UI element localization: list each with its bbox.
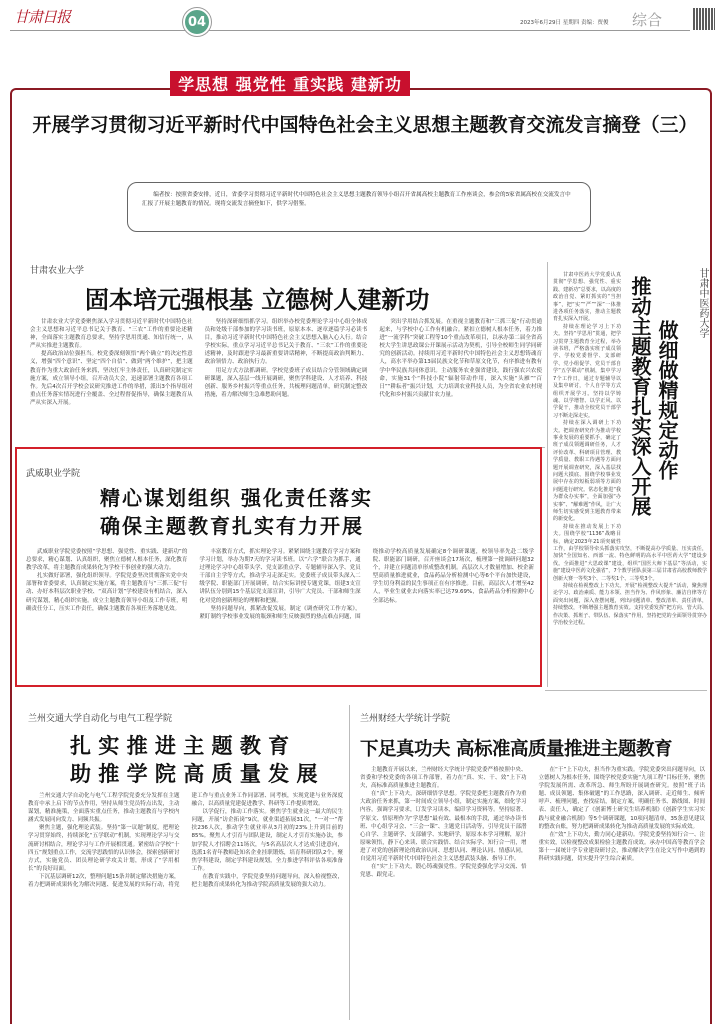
paragraph: 持续在检视整改上下功夫。开展“检视整改大提升”活动，聚焦理论学习、政治素质、能力本领、担当作为、作风形象、廉洁自律等方面突出问题，深入查摆问题，列出问题清单、整改清单、责任清单，持续整改，不断增强主题教育实效。支持党委发挥“把方向、管大局、作决策、抓班子、带队伍、保落实”作用，坚持把党的全面领导贯穿办学治校全过程。 bbox=[553, 583, 707, 627]
page-title: 开展学习贯彻习近平新时代中国特色社会主义思想主题教育交流发言摘登（三） bbox=[32, 114, 698, 136]
article-headline: 扎 实 推 进 主 题 教 育 bbox=[70, 733, 290, 758]
paragraph: 在“实”上下功夫，锻心铸魂强党性。学院党委强化学习交流、悟党恩、跟党走。 bbox=[360, 864, 527, 879]
headline-spacer bbox=[621, 272, 707, 544]
paragraph: 突出学用结合抓发展。在重视主题教育和“三抓三促”行动贯通起来，与学校中心工作有机融合。紧扣立德树人根本任务，着力推进“一流学科”突破工程等10个重点改革项目，以承办第二届全省高校大学生讲思政课公开课展示活动为契机，引导全校师生同学同研究的创新活动。持续用习近平新时代中国特色社会主义思想铸魂育人，高水平举办第13届民族文化节和草原文化节，有序推进有教有学中华民族共同体意识。主动服务农业强省建设，践行强农兴农使命，实施31个“科技小院”辐射带动作用，深入实施“头雁”“百日”“耕耘者”振兴计划，大力培训农业科技人员，为全省农业农村现代化和乡村振兴贡献甘农力量。 bbox=[379, 319, 542, 398]
article-subheadline: 助 推 学 院 高 质 量 发 展 bbox=[70, 761, 318, 786]
paragraph: 在“效”上下功夫，勤力同心建新功。学院党委坚持知行合一、注重实效，以检视整改成果检验主题教育成效。承办中国高等教育学会第十一届统计学专业建设研讨会，推动解决学生在论文写作中遇到的科研实践问题，切实提升学生综合素质。 bbox=[538, 831, 705, 863]
article-school: 甘肃中医药大学 bbox=[697, 268, 708, 338]
masthead-rule bbox=[10, 30, 690, 31]
column-divider bbox=[349, 705, 350, 1020]
paragraph: 丰富教育方式，抓实理论学习。紧紧围绕主题教育学习方案和学习计划，举办为期7天的学习读书班。以“六学”联合为抓手，通过理论学习中心组带头学、党支部重点学、专题辅导深入学、党员干部自主学等方式，推动学习走深走实。党委班子成员带头深入二级学院、职能部门开展调研，结合实际讲授专题党课，组建3支宣讲队伍分别到15个基层党支部宣讲，引导广大党员、干部和师生深化对党的创新理论的理解和把握。 bbox=[199, 549, 361, 604]
article-headline: 下足真功夫 高标准高质量推进主题教育 bbox=[360, 739, 672, 760]
article-body bbox=[26, 548, 534, 621]
article-body bbox=[553, 272, 707, 628]
paragraph: 在教育实践中，学院党委坚持问题导向，深入检视整改，把主题教育成果转化为推动学院高质量发展的强大动力。 bbox=[191, 873, 343, 889]
article-headline: 做细做精规定动作 bbox=[655, 320, 679, 480]
paragraph: 持续在深入调研上下功夫。把调查研究作为推动学校事业发展的重要抓手，确定了班子成员领题调研任务，人才评价改革、科研项目管理、教学质量、教职工待遇等方面问题开展调查研究，深入基层找问题大摸底、围绕学校事业发展中存在的短板弱项等方面的问题进行研究。常态化推进“我为群众办实事”，全面加强“办实事”、“解难题”作风，让广大师生切实感受到主题教育带来的新变化。 bbox=[553, 420, 621, 523]
paragraph: 用足方式方法抓调研。学校党委班子成员结合分管领域确定调研课题，深入基层一线开展调研，聚焦学科建设、人才培养、科技创新、服务乡村振兴等重点任务，共梳理问题清单，研究制定整改措施，着力解决师生急难愁盼问题。 bbox=[204, 367, 368, 398]
paragraph: 提高政治站位强担当。校党委深刻领悟“两个确立”的决定性意义，增强“四个意识”、坚定“四个自信”、做到“两个维护”，把主题教育作为重大政治任务来抓，坚决扛牢主体责任，认真研究制定实施方案，成立领导小组，召开动员大会，迅速部署主题教育各项工作。先后4次召开学校会议研究推进工作的举措，派出3个指导组对重点任务落实情况进行全覆盖、全过程督促指导，确保主题教育从严从实深入开展。 bbox=[30, 351, 193, 406]
theme-banner: 学思想 强党性 重实践 建新功 bbox=[170, 71, 410, 96]
dateline: 2023年6月29日 星期四 责编：贾俊 bbox=[520, 20, 609, 26]
paragraph: 在“干”上下功夫，担当作为重实践。学院党委突出问题导向，以立德树人为根本任务，围绕学校党委实施“九项工程”目标任务，聚焦学院发展所需、改革所急、师生所盼开展调查研究。按照“班子出题、成员领题、集体破题”的工作思路，深入调研、走近师生、倾听呼声、梳理问题，查找症结，制定方案，明确任务书、路线图、时间表、责任人，确定了《创新博士研究生培养机制》《创新学生实习实践与就业融合机制》等5个调研课题，10项问题清单，35条意见建议的整改台账，努力把调研成果转化为推动高质量发展的实际成效。 bbox=[538, 767, 705, 830]
section-divider bbox=[545, 690, 707, 691]
paragraph: 坚持问题导向，抓紧改促发展。制定《调查研究工作方案》，紧盯制约学校事业发展的瓶颈和师生反映强烈的热点难点问题，围绕推动学校高质量发展确定8个调研课题，校领导率先赴二级学院、职能部门调研，召开座谈会17场次，梳理第一批调研问题32个，并建立问题清单形成整改机制。高层次人才数量增加、校企新型高质量推进就业，食品药品分析检测中心等6个平台加快建设，学生切身利益的民生事项正在有序推进。目前，高层次人才增至42人，毕业生就业去向落实率已达79.69%，食品药品分析检测中心全部达标。 bbox=[199, 549, 534, 620]
qr-code-icon bbox=[693, 8, 715, 30]
paragraph: 武威职业学院党委按照“学思想、强党性、重实践、建新功”的总要求，精心谋划、认真组织，聚焦立德树人根本任务，深化教育教学改革，将主题教育成果转化为学校干事创业的强大动力。 bbox=[26, 549, 188, 572]
article-body bbox=[28, 792, 343, 889]
newspaper-logo: 甘肃日报 bbox=[14, 8, 71, 26]
article-headline: 固本培元强根基 立德树人建新功 bbox=[85, 285, 430, 314]
article-headline: 精心谋划组织 强化责任落实 bbox=[100, 486, 373, 510]
paragraph: 持续在理论学习上下功夫。坚持“学思用”贯通，把学习贯穿主题教育全过程，举办读书班，严格落实班子成员领学、学校党委督学、支部研学、党小组促学、党员干部自学“五学联动”机制，集中学习7个工作日，通过专题辅导以及集中研讨，个人自学等方式组织开展学习。坚持以学铸魂、以学增智、以学正风、以学促干，推动全校党员干部学习不断走深走实。 bbox=[553, 323, 621, 419]
paragraph: 甘肃农业大学党委聚焦深入学习贯彻习近平新时代中国特色社会主义思想和习近平总书记关于教育、“三农”工作的重要论述精神，全面落实主题教育总要求，坚持学思用贯通、知信行统一，从严从实推进主题教育。 bbox=[30, 319, 193, 350]
paragraph: 持续在推动发展上下功夫。围绕学校“1136”战略目标，确定2023年21项突破性工作，由学校领导牵头抓落实攻坚，不断提高办学质量、压实责任，加快“全国知名、西部一流、特色鲜明的高水平中医药大学”建设步伐。全面推进“大思政课”建设，组织“国医大师下基层”等活动，实施“建设中医药文化强省”，7个教学团队获第三届甘肃省高校教师教学创新大赛一等奖3个、二等奖1个、三等奖3个。 bbox=[553, 523, 707, 582]
paragraph: 以学促行，推动工作落实。聚焦学生就业这一最大的民生问题，开展“访企拓岗”9次，就业渠道拓展31次，“一对一”帮扶236人次，推动学生就业率从3月初的23%上升到目前的85%。聚焦人才引育与团队建设，制定人才引育实施办法，参加学院人才招聘会11场次，与5名高层次人才达成引进意向，选派1名青年教师赴知名企业挂职锻炼，培育科研团队2个。聚焦学科建设，制定学科建设规划，全力推进学科评估各项准备工作。 bbox=[191, 809, 343, 872]
paragraph: 甘肃中医药大学党委认真贯彻“学思想、强党性、重实践、建新功”总要求，以高度的政治自觉、紧盯抓实的“当担事”，把“实”“严”“深”一体推进各项任务落实，推动主题教育扎实深入开展。 bbox=[553, 272, 621, 323]
paragraph: 聚焦主题，强化理论武装。坚持“第一议题”制度，把理论学习贯穿始终，持续深化“五学联动”机制，实现理论学习与交流研讨相结合，理论学习与工作开展相贯通。紧密结合学校“十四五”规划重点工作，交流学思践悟的认识体会，探索创新研讨方式，实施党员、团员理论研学攻关计划，形成了“学用相长”的良好局面。 bbox=[28, 825, 180, 872]
article-school: 兰州交通大学自动化与电气工程学院 bbox=[28, 714, 173, 724]
paragraph: 主题教育开展以来，兰州财经大学统计学院党委严格按照中央、省委和学校党委的各项工作部署，着力在“真、实、干、效”上下功夫，高标准高质量推进主题教育。 bbox=[360, 767, 527, 790]
article-subheadline: 确保主题教育扎实有力开展 bbox=[100, 514, 364, 538]
page-number-badge: 04 bbox=[183, 8, 211, 36]
paragraph: 坚持深研细悟抓学习。组织举办校党委理论学习中心组全体成员和处级干部参加的学习读书班，原原本本、逐章逐篇学习必读书目，推动习近平新时代中国特色社会主义思想入脑入心入行。结合学校实际，重点学习习近平总书记关于教育、“三农”工作的重要论述精神，及时跟进学习最新重要讲话精神，不断提高政治判断力、政治领悟力、政治执行力。 bbox=[204, 319, 368, 366]
article-body bbox=[30, 318, 542, 407]
editor-note: 编者按：按照省委安排，近日，省委学习贯彻习近平新时代中国特色社会主义思想主题教育领导小组召开省属高校主题教育工作座谈会，参会的5家省属高校在交流发言中汇报了开展主题教育的情况。现将交流发言摘登如下，供学习借鉴。 bbox=[127, 182, 591, 232]
paragraph: 扎实做好部署，强化组织领导。学院党委坚决贯彻落实党中央部署和省委要求，认真制定实施方案，将主题教育与“三抓三促”行动、办好本科层次职业学校、“双高计划”学校建设有机结合，深入研究谋划，精心组织实施。成立主题教育领导小组及工作专班，明确责任分工，压实工作责任，确保主题教育各项任务落地见效。 bbox=[26, 573, 188, 612]
article-school: 甘肃农业大学 bbox=[30, 266, 85, 276]
paragraph: 兰州交通大学自动化与电气工程学院党委充分发挥在主题教育中承上启下的节点作用，坚持从师生党员特点出发，主动谋划，精准施策，全面落实重点任务，推动主题教育与学校内涵式发展同向发力、同频共振。 bbox=[28, 793, 180, 824]
column-divider bbox=[547, 262, 548, 687]
article-body bbox=[360, 766, 705, 879]
article-subheadline: 推动主题教育扎实深入开展 bbox=[628, 276, 652, 516]
article-school: 武威职业学院 bbox=[26, 469, 81, 479]
paragraph: 在“真”上下功夫，深研细悟学思想。学院党委把主题教育作为重大政治任务来抓，第一时间成立领导小组，制定实施方案，细化学习内容，强调学习要求，订发学习读本，编印学习资料等。坚持原著、学原文、悟原理作为“学思想”最有效、最根本的手段，通过举办读书班、中心组学习会、“三会一课”、主题党日活动等，引导党员干部潜心自学、主题研学、支部辅学、实地研学，原原本本学习理解，原汁原味领悟，静下心来读、联合实践悟、结合实际学、知行合一用，增进了对党的创新理论的政治认同、思想认同、理论认同、情感认同，自觉用习近平新时代中国特色社会主义思想武装头脑、指导工作。 bbox=[360, 791, 527, 863]
paragraph: 下沉基层调研12次，整理问题15条并制定解决措施方案，着力把调研成果转化为解决问题、促进发展的实际行动，将党建工作与重点业务工作同部署、同考核，实现党建与业务深度融合，以高质量党建促进教学、科研等工作提质增效。 bbox=[28, 793, 343, 889]
section-name: 综合 bbox=[632, 11, 663, 29]
article-school: 兰州财经大学统计学院 bbox=[360, 714, 451, 724]
